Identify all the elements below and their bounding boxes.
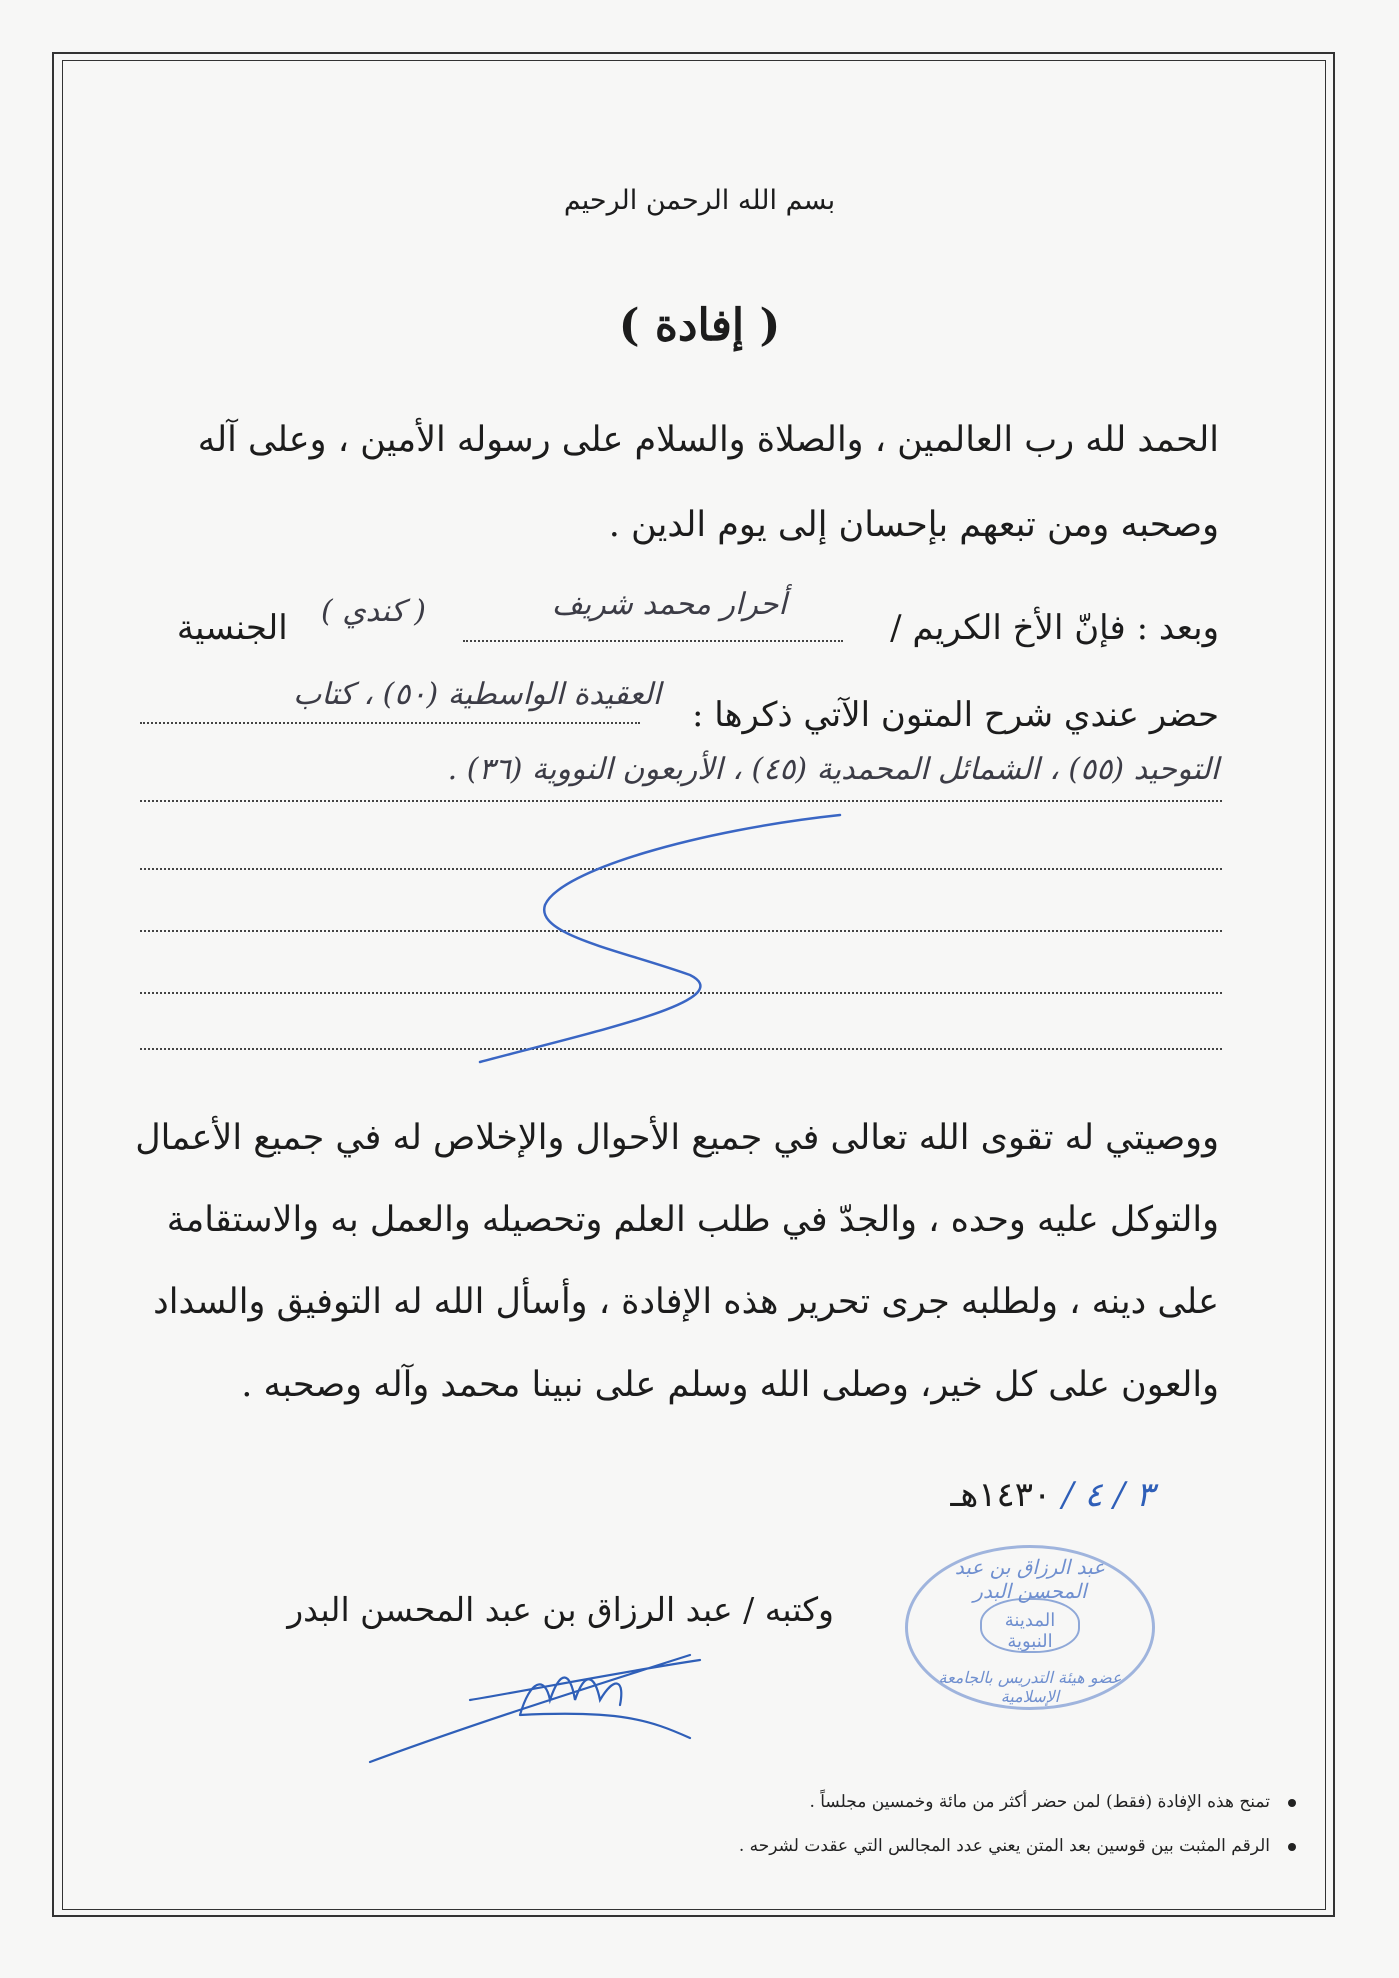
seal-inner-text: المدينة النبوية	[1004, 1610, 1056, 1652]
bullet-icon	[1288, 1799, 1296, 1807]
texts-line-2: التوحيد (٥٥) ، الشمائل المحمدية (٤٥) ، الأربعون النووية (٣٦) .	[447, 752, 1219, 787]
advice-line-1: ووصيتي له تقوى الله تعالى في جميع الأحوال والإخلاص له في جميع الأعمال	[135, 1118, 1219, 1158]
footnote-1-text: تمنح هذه الإفادة (فقط) لمن حضر أكثر من مائة وخمسين مجلساً .	[809, 1792, 1270, 1812]
bullet-icon	[1288, 1843, 1296, 1851]
seal-bottom-text: عضو هيئة التدريس بالجامعة الإسلامية	[938, 1668, 1122, 1706]
basmala: بسم الله الرحمن الرحيم	[563, 185, 836, 216]
student-prefix: وبعد : فإنّ الأخ الكريم /	[890, 608, 1219, 648]
footnote-2	[739, 1836, 1296, 1856]
texts-prefix: حضر عندي شرح المتون الآتي ذكرها :	[691, 695, 1219, 735]
nationality-label: الجنسية	[176, 608, 288, 648]
signature-text: وكتبه / عبد الرزاق بن عبد المحسن البدر	[287, 1590, 834, 1629]
intro-line-1: الحمد لله رب العالمين ، والصلاة والسلام على رسوله الأمين ، وعلى آله	[197, 420, 1219, 460]
intro-line-2: وصحبه ومن تبعهم بإحسان إلى يوم الدين .	[608, 505, 1219, 545]
student-nationality: ( كندي )	[320, 594, 426, 629]
seal-outer-text: عبد الرزاق بن عبد المحسن البدر	[954, 1555, 1106, 1603]
document-title: ( إفادة )	[618, 300, 781, 351]
advice-line-3: على دينه ، ولطلبه جرى تحرير هذه الإفادة ، وأسأل الله له التوفيق والسداد	[153, 1282, 1219, 1322]
date-day-month: ٣ / ٤ /	[1062, 1475, 1154, 1515]
advice-line-2: والتوكل عليه وحده ، والجدّ في طلب العلم وتحصيله والعمل به والاستقامة	[166, 1200, 1219, 1240]
date-year: ١٤٣٠هـ	[950, 1475, 1052, 1515]
signature-scribble	[370, 1655, 700, 1762]
cancel-squiggle	[480, 815, 840, 1062]
footnote-1	[809, 1792, 1296, 1812]
advice-line-4: والعون على كل خير، وصلى الله وسلم على نبينا محمد وآله وصحبه .	[241, 1365, 1219, 1405]
texts-line-1: العقيدة الواسطية (٥٠) ، كتاب	[293, 677, 662, 712]
student-name: أحرار محمد شريف	[551, 587, 787, 622]
footnote-2-text: الرقم المثبت بين قوسين بعد المتن يعني عدد المجالس التي عقدت لشرحه .	[738, 1836, 1270, 1856]
